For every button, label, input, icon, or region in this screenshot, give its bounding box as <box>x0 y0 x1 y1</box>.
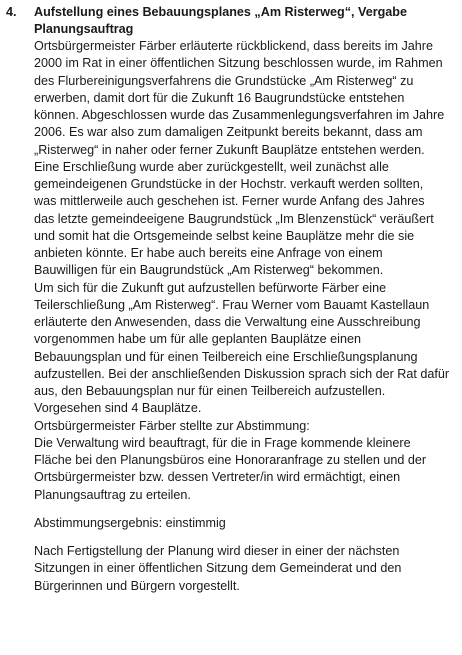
text-line: Ortsbürgermeister Färber erläuterte rückblickend, dass bereits im Jahre <box>34 39 433 53</box>
text-line: Bürgerinnen und Bürgern vorgestellt. <box>34 578 240 593</box>
text-line: erläuterte den Anwesenden, dass die Verwaltung eine Ausschreibung <box>34 315 421 329</box>
text-line: Die Verwaltung wird beauftragt, für die in Frage kommende kleinere <box>34 435 411 450</box>
text-line: Planungsauftrag zu erteilen. <box>34 487 191 502</box>
text-line: 2000 im Rat in einer öffentlichen Sitzung beschlossen wurde, im Rahmen <box>34 56 443 71</box>
text-line: Ortsbürgermeister bzw. dessen Vertreter/in wird ermächtigt, einen <box>34 470 401 485</box>
text-line: Um sich für die Zukunft gut aufzustellen befürworte Färber eine <box>34 280 387 295</box>
text-line: können. Abgeschlossen wurde das Zusammenlegungsverfahren im Jahre <box>34 108 445 122</box>
text-line: Teilerschließung „Am Risterweg“. Frau Werner vom Bauamt Kastellaun <box>34 297 430 312</box>
paragraph-presentation <box>34 543 448 595</box>
paragraph-discussion <box>34 38 448 504</box>
text-line: aus, den Bebauungsplan nur für einen Teilbereich aufzustellen. <box>34 384 386 398</box>
text-line: anbieten könnte. Er habe auch bereits eine Anfrage von einem <box>34 246 383 260</box>
text-line: vorgenommen habe um für alle geplanten Bauplätze einen <box>34 332 361 347</box>
text-line: erwerben, damit dort für die Zukunft 16 Baugrundstücke entstehen <box>34 90 405 105</box>
text-line: gemeindeigenen Grundstücke in der Hochstr. verkauft werden sollten, <box>34 177 424 191</box>
agenda-item-title <box>34 4 448 38</box>
text-line: Bebauungsplan und für einen Teilbereich eine Erschließungsplanung <box>34 349 418 364</box>
vote-result: Abstimmungsergebnis: einstimmig <box>34 515 226 530</box>
agenda-item-heading <box>6 4 448 38</box>
text-line: und somit hat die Ortsgemeinde selbst keine Bauplätze mehr die sie <box>34 228 415 243</box>
title-line: Planungsauftrag <box>34 22 134 36</box>
text-line: Vorgesehen sind 4 Bauplätze. <box>34 401 202 416</box>
text-line: Ortsbürgermeister Färber stellte zur Abstimmung: <box>34 418 310 433</box>
text-line: 2006. Es war also zum damaligen Zeitpunkt bereits bekannt, dass am <box>34 125 423 140</box>
text-line: was mittlerweile auch geschehen ist. Ferner wurde Anfang des Jahres <box>34 194 425 209</box>
text-line: Nach Fertigstellung der Planung wird dieser in einer der nächsten <box>34 544 400 558</box>
text-line: „Risterweg“ in naher oder ferner Zukunft Bauplätze entstehen werden. <box>34 142 425 157</box>
text-line: Sitzungen in einer öffentlichen Sitzung dem Gemeinderat und den <box>34 561 402 576</box>
agenda-item-body <box>34 38 448 595</box>
text-line: des Flurbereinigungsverfahrens die Grundstücke „Am Risterweg“ zu <box>34 73 414 88</box>
title-line: Aufstellung eines Bebauungsplanes „Am Risterweg“, Vergabe <box>34 5 408 19</box>
agenda-item-number: 4. <box>6 5 17 19</box>
paragraph-gap <box>34 532 448 543</box>
text-line: Fläche bei den Planungsbüros eine Honoraranfrage zu stellen und der <box>34 453 427 467</box>
paragraph-gap <box>34 504 448 515</box>
text-line: das letzte gemeindeeigene Baugrundstück „Im Blenzenstück“ veräußert <box>34 211 434 226</box>
text-line: Eine Erschließung wurde aber zurückgestellt, weil zunächst alle <box>34 159 389 174</box>
text-line: aufzustellen. Bei der anschließenden Diskussion sprach sich der Rat dafür <box>34 366 450 381</box>
text-line: Bauwilligen für ein Baugrundstück „Am Risterweg“ bekommen. <box>34 263 384 278</box>
